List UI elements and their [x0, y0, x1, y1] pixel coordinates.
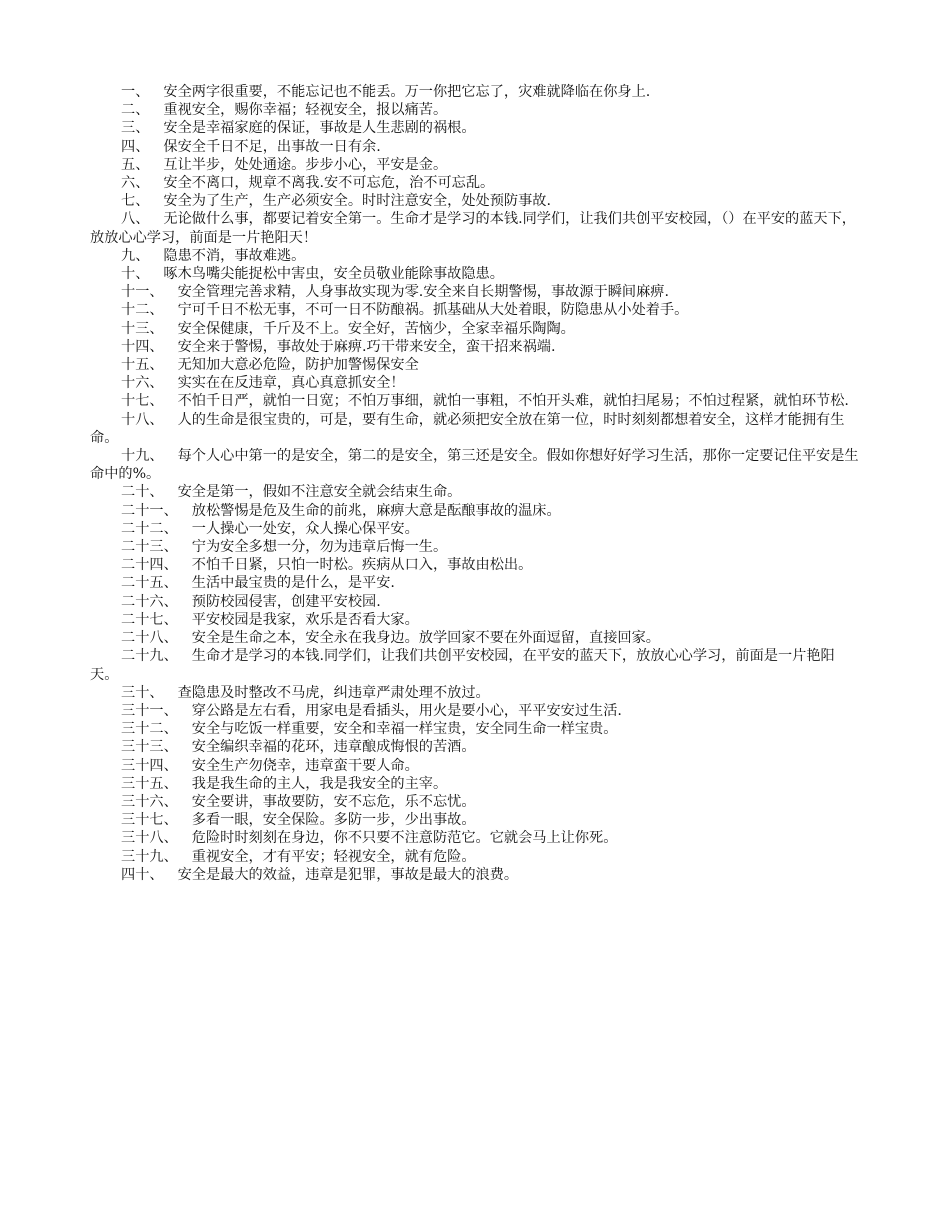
slogan-item: [90, 192, 860, 210]
slogan-item: [90, 483, 860, 501]
slogan-item: [90, 301, 860, 319]
slogan-text: 穿公路是左右看，用家电是看插头，用火是要小心，平平安安过生活.: [191, 702, 622, 719]
slogan-item: [90, 593, 860, 611]
slogan-number: 二十五、: [121, 575, 178, 592]
slogan-text: 安全编织幸福的花环，违章酿成悔恨的苦酒。: [191, 739, 476, 756]
slogan-number: 二十四、: [121, 557, 178, 574]
slogan-text: 生命才是学习的本钱.同学们，让我们共创平安校园，在平安的蓝天下，放放心心学习，前面是一片艳阳天。: [90, 648, 835, 683]
slogan-item: [90, 338, 860, 356]
slogan-number: 八、: [121, 211, 150, 228]
slogan-item: [90, 574, 860, 592]
slogan-text: 安全不离口，规章不离我.安不可忘危，治不可忘乱。: [163, 175, 495, 192]
slogan-number: 四、: [121, 138, 150, 155]
slogan-text: 无论做什么事，都要记着安全第一。生命才是学习的本钱.同学们，让我们共创平安校园，（）在平安的蓝天下，放放心心学习，前面是一片艳阳天！: [90, 211, 856, 246]
slogan-number: 十一、: [121, 284, 164, 301]
slogan-item: [90, 210, 860, 246]
slogan-number: 二十三、: [121, 539, 178, 556]
slogan-number: 三十七、: [121, 812, 178, 829]
slogan-number: 三十八、: [121, 830, 178, 847]
slogan-text: 不怕千日严，就怕一日宽；不怕万事细，就怕一事粗，不怕开头难，就怕扫尾易；不怕过程紧，就怕环节松.: [177, 393, 849, 410]
slogan-text: 保安全千日不足，出事故一日有余.: [163, 138, 381, 155]
slogan-number: 三十、: [121, 684, 164, 701]
slogan-item: [90, 119, 860, 137]
slogan-item: [90, 138, 860, 156]
slogan-text: 不怕千日紧，只怕一时松。疾病从口入，事故由松出。: [191, 557, 533, 574]
slogan-item: [90, 738, 860, 756]
slogan-text: 宁可千日不松无事，不可一日不防酿祸。抓基础从大处着眼，防隐患从小处着手。: [177, 302, 689, 319]
slogan-item: [90, 611, 860, 629]
slogan-number: 十、: [121, 266, 150, 283]
slogan-text: 人的生命是很宝贵的，可是，要有生命，就必须把安全放在第一位，时时刻刻都想着安全，这样才能拥有生命。: [90, 411, 845, 446]
slogan-number: 三十二、: [121, 721, 178, 738]
slogan-item: [90, 265, 860, 283]
slogan-item: [90, 356, 860, 374]
slogan-number: 三、: [121, 120, 150, 137]
slogan-number: 二十六、: [121, 593, 178, 610]
slogan-number: 十四、: [121, 338, 164, 355]
slogan-number: 三十一、: [121, 702, 178, 719]
slogan-item: [90, 556, 860, 574]
slogan-number: 十七、: [121, 393, 164, 410]
slogan-item: [90, 83, 860, 101]
slogan-item: [90, 320, 860, 338]
slogan-item: [90, 411, 860, 447]
slogan-item: [90, 247, 860, 265]
slogan-text: 安全要讲，事故要防，安不忘危，乐不忘忧。: [191, 793, 476, 810]
slogan-number: 十五、: [121, 357, 164, 374]
slogan-text: 危险时时刻刻在身边，你不只要不注意防范它。它就会马上让你死。: [191, 830, 618, 847]
slogan-item: [90, 702, 860, 720]
slogan-number: 十三、: [121, 320, 164, 337]
slogan-number: 二十二、: [121, 520, 178, 537]
slogan-number: 三十四、: [121, 757, 178, 774]
slogan-text: 查隐患及时整改不马虎，纠违章严肃处理不放过。: [177, 684, 490, 701]
slogan-text: 平安校园是我家，欢乐是否看大家。: [191, 611, 419, 628]
slogan-text: 重视安全，赐你幸福；轻视安全，报以痛苦。: [163, 102, 448, 119]
slogan-text: 放松警惕是危及生命的前兆，麻痹大意是酝酿事故的温床。: [191, 502, 561, 519]
slogan-item: [90, 829, 860, 847]
slogan-item: [90, 101, 860, 119]
slogan-number: 十八、: [121, 411, 164, 428]
slogan-number: 五、: [121, 156, 150, 173]
slogan-item: [90, 538, 860, 556]
slogan-item: [90, 866, 860, 884]
slogan-number: 三十九、: [121, 848, 178, 865]
slogan-item: [90, 848, 860, 866]
slogan-text: 安全是最大的效益，违章是犯罪，事故是最大的浪费。: [177, 866, 519, 883]
slogan-text: 重视安全，才有平安；轻视安全，就有危险。: [191, 848, 476, 865]
slogan-item: [90, 283, 860, 301]
slogan-text: 啄木鸟嘴尖能捉松中害虫，安全员敬业能除事故隐患。: [163, 266, 504, 283]
slogan-item: [90, 629, 860, 647]
slogan-item: [90, 793, 860, 811]
slogan-number: 三十六、: [121, 793, 178, 810]
slogan-number: 三十五、: [121, 775, 178, 792]
slogan-number: 二十一、: [121, 502, 178, 519]
slogan-item: [90, 374, 860, 392]
slogan-item: [90, 174, 860, 192]
slogan-number: 一、: [121, 84, 150, 100]
slogan-item: [90, 811, 860, 829]
slogan-item: [90, 447, 860, 483]
slogan-number: 十九、: [121, 448, 164, 465]
slogan-text: 安全生产勿侥幸，违章蛮干要人命。: [191, 757, 419, 774]
slogan-text: 互让半步，处处通途。步步小心，平安是金。: [163, 156, 448, 173]
slogan-text: 预防校园侵害，创建平安校园.: [191, 593, 381, 610]
slogan-text: 宁为安全多想一分，勿为违章后悔一生。: [191, 539, 448, 556]
slogan-text: 每个人心中第一的是安全，第二的是安全，第三还是安全。假如你想好好学习生活，那你一定要记住平安是生命中的%。: [90, 448, 859, 483]
slogan-number: 九、: [121, 247, 150, 264]
slogan-number: 六、: [121, 175, 150, 192]
slogan-item: [90, 502, 860, 520]
slogan-text: 安全来于警惕，事故处于麻痹.巧干带来安全，蛮干招来祸端.: [177, 338, 556, 355]
slogan-item: [90, 392, 860, 410]
slogan-text: 隐患不消，事故难逃。: [163, 247, 306, 264]
slogan-text: 实实在在反违章，真心真意抓安全！: [177, 375, 405, 392]
slogan-number: 十二、: [121, 302, 164, 319]
slogan-item: [90, 720, 860, 738]
slogan-item: [90, 684, 860, 702]
slogan-text: 生活中最宝贵的是什么，是平安.: [191, 575, 395, 592]
slogan-number: 二十、: [121, 484, 164, 501]
slogan-number: 七、: [121, 193, 150, 210]
slogan-number: 二十七、: [121, 611, 178, 628]
slogan-number: 二十九、: [121, 648, 178, 665]
slogan-text: 我是我生命的主人，我是我安全的主宰。: [191, 775, 448, 792]
document-body: [90, 83, 860, 884]
slogan-text: 多看一眼，安全保险。多防一步，少出事故。: [191, 812, 476, 829]
slogan-text: 一人操心一处安，众人操心保平安。: [191, 520, 419, 537]
slogan-text: 安全是幸福家庭的保证，事故是人生悲剧的祸根。: [163, 120, 476, 137]
slogan-text: 安全与吃饭一样重要，安全和幸福一样宝贵，安全同生命一样宝贵。: [191, 721, 618, 738]
slogan-number: 四十、: [121, 866, 164, 883]
slogan-item: [90, 775, 860, 793]
slogan-number: 十六、: [121, 375, 164, 392]
slogan-item: [90, 520, 860, 538]
slogan-number: 三十三、: [121, 739, 178, 756]
slogan-text: 安全保健康，千斤及不上。安全好，苦恼少，全家幸福乐陶陶。: [177, 320, 575, 337]
slogan-text: 安全是第一，假如不注意安全就会结束生命。: [177, 484, 462, 501]
slogan-number: 二、: [121, 102, 150, 119]
slogan-text: 安全为了生产，生产必须安全。时时注意安全，处处预防事故.: [163, 193, 551, 210]
slogan-item: [90, 647, 860, 683]
slogan-number: 二十八、: [121, 630, 178, 647]
slogan-text: 无知加大意必危险，防护加警惕保安全: [177, 357, 419, 374]
slogan-item: [90, 757, 860, 775]
slogan-item: [90, 156, 860, 174]
slogan-text: 安全两字很重要，不能忘记也不能丢。万一你把它忘了，灾难就降临在你身上.: [163, 84, 651, 100]
slogan-text: 安全是生命之本，安全永在我身边。放学回家不要在外面逗留，直接回家。: [191, 630, 660, 647]
slogan-text: 安全管理完善求精，人身事故实现为零.安全来自长期警惕，事故源于瞬间麻痹.: [177, 284, 669, 301]
